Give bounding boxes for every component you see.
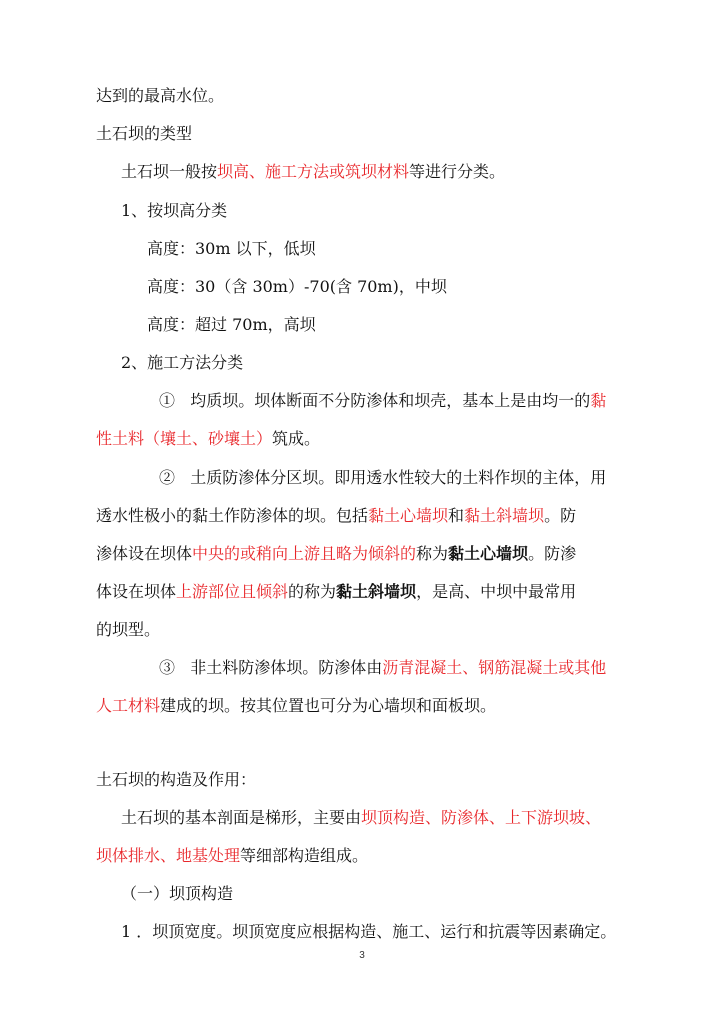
- section-heading-structure: 土石坝的构造及作用：: [96, 770, 257, 789]
- height-medium-dam: 高度：30（含 30m）-70(含 70m)，中坝: [147, 277, 447, 296]
- zoned-dam-line-2: 透水性极小的黏土作防渗体的坝。包括黏土心墙坝和黏土斜墙坝。防: [96, 506, 577, 525]
- height-low-dam: 高度：30m 以下，低坝: [147, 239, 316, 258]
- structure-line-2: 坝体排水、地基处理等细部构造组成。: [96, 846, 369, 865]
- list-marker: ②: [159, 468, 176, 487]
- height-high-dam: 高度：超过 70m，高坝: [147, 315, 316, 334]
- non-earth-dam-line-1: ③ 非土料防渗体坝。防渗体由沥青混凝土、钢筋混凝土或其他: [159, 658, 607, 677]
- homogeneous-dam-line-2: 性土料（壤土、砂壤土）筑成。: [96, 429, 321, 448]
- types-intro: 土石坝一般按坝高、施工方法或筑坝材料等进行分类。: [121, 162, 506, 181]
- zoned-dam-line-4: 体设在坝体上游部位且倾斜的称为黏土斜墙坝，是高、中坝中最常用: [96, 582, 577, 601]
- subheading-crest-structure: （一）坝顶构造: [121, 884, 234, 903]
- zoned-dam-line-1: ② 土质防渗体分区坝。即用透水性较大的土料作坝的主体，用: [159, 468, 607, 487]
- section-heading-types: 土石坝的类型: [96, 124, 193, 143]
- page-number: 3: [359, 950, 365, 961]
- zoned-dam-line-3: 渗体设在坝体中央的或稍向上游且略为倾斜的称为黏土心墙坝。防渗: [96, 544, 577, 563]
- paragraph-fragment: 达到的最高水位。: [96, 86, 225, 105]
- crest-width-item: 1 ．坝顶宽度。坝顶宽度应根据构造、施工、运行和抗震等因素确定。: [121, 922, 617, 941]
- list-marker: ①: [159, 391, 176, 410]
- structure-line-1: 土石坝的基本剖面是梯形，主要由坝顶构造、防渗体、上下游坝坡、: [121, 808, 602, 827]
- list-marker: ③: [159, 658, 176, 677]
- non-earth-dam-line-2: 人工材料建成的坝。按其位置也可分为心墙坝和面板坝。: [96, 696, 497, 715]
- zoned-dam-line-5: 的坝型。: [96, 620, 161, 639]
- subheading-by-height: 1、按坝高分类: [121, 201, 228, 220]
- subheading-by-construction: 2、施工方法分类: [121, 353, 244, 372]
- homogeneous-dam-line-1: ① 均质坝。坝体断面不分防渗体和坝壳，基本上是由均一的黏: [159, 391, 607, 410]
